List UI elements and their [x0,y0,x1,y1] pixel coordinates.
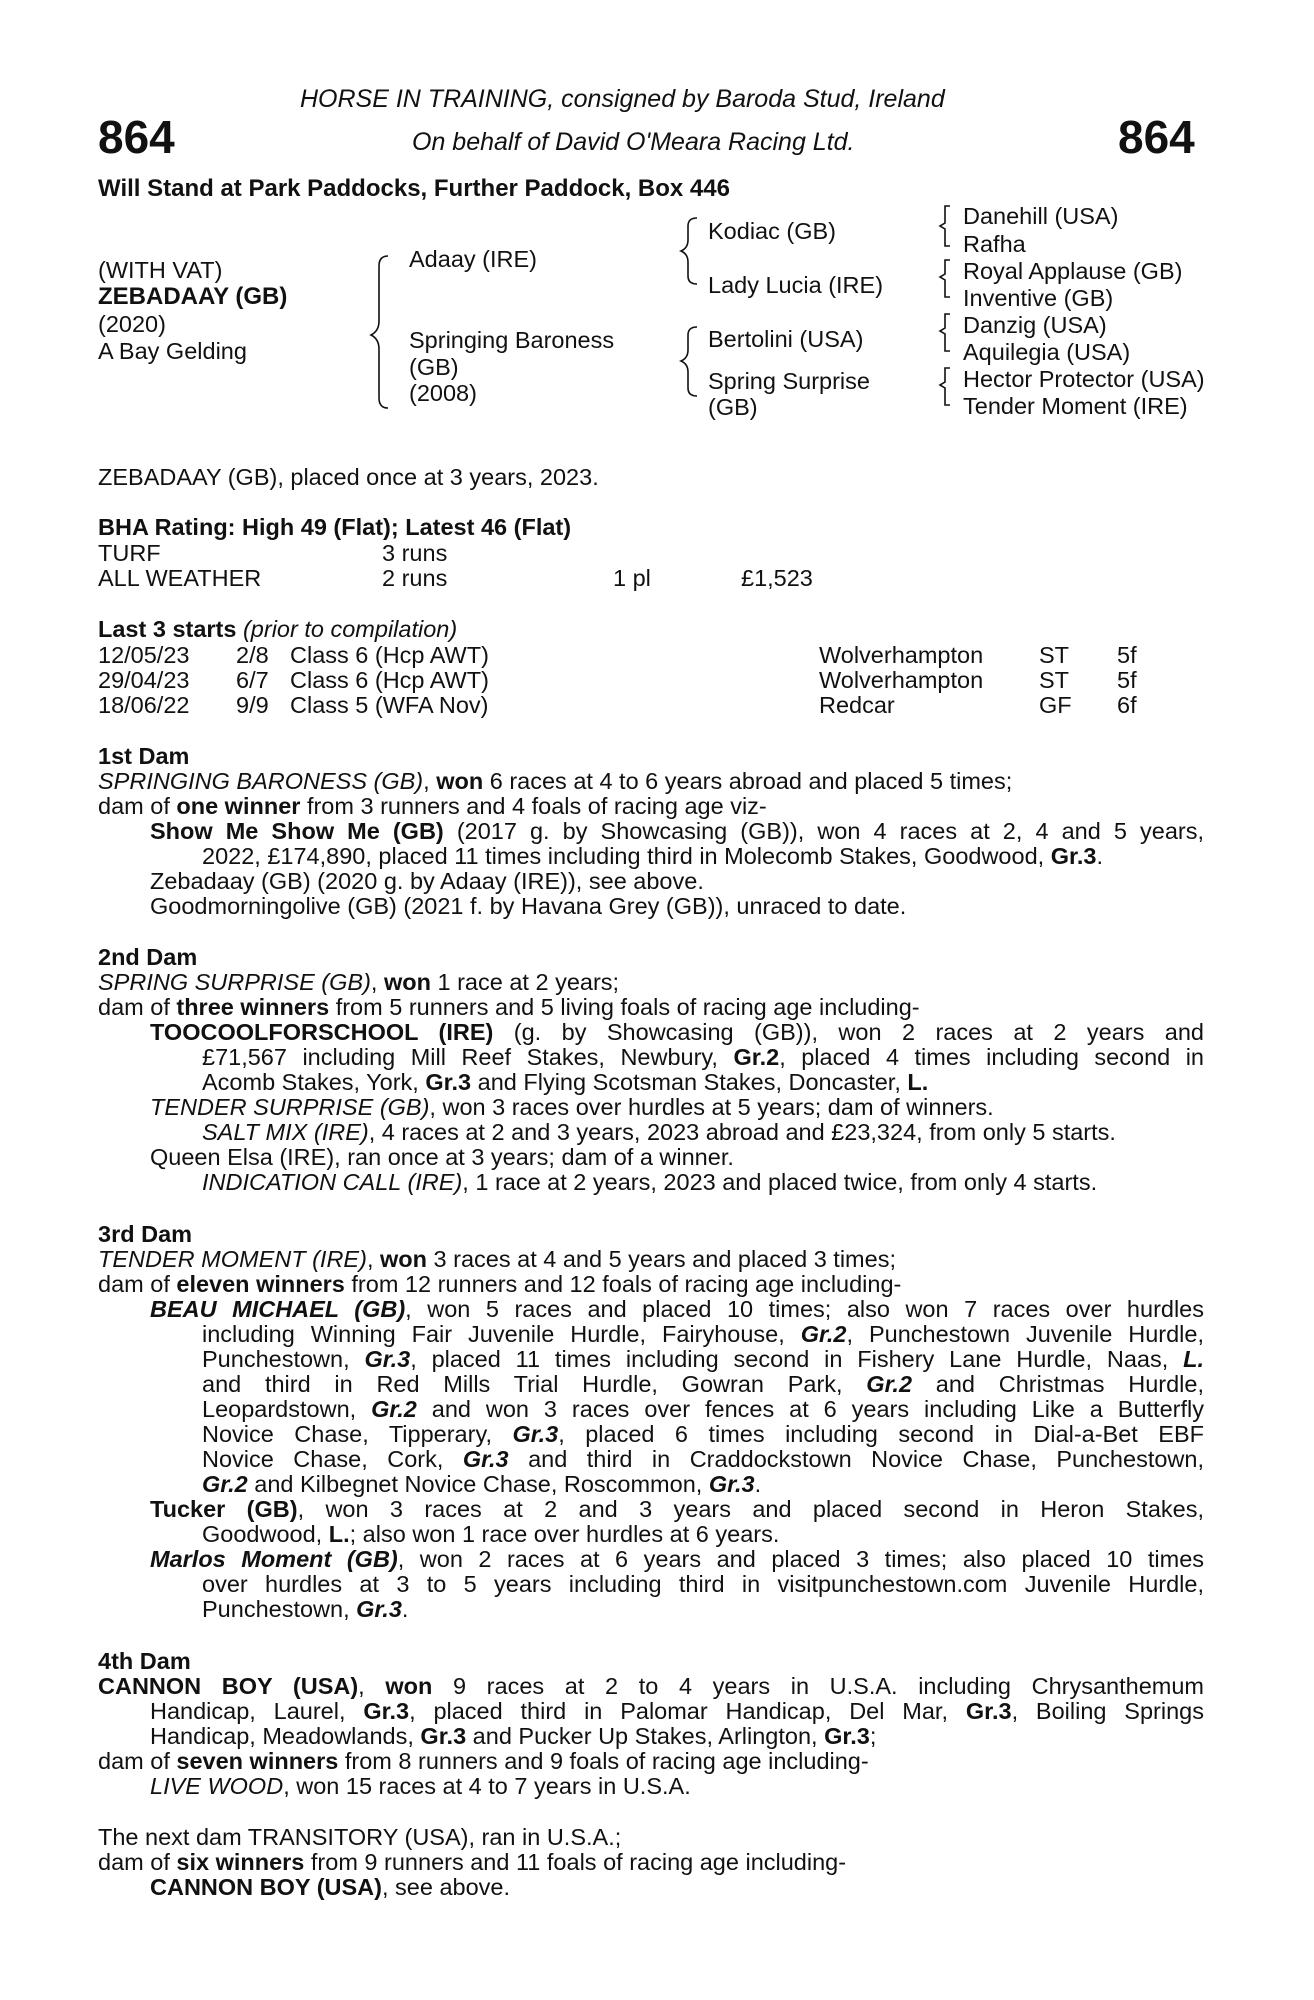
bracket-g3-1 [940,206,950,246]
fourth-dam-heading: 4th Dam [98,1648,191,1674]
produce-entry: TOOCOOLFORSCHOOL (IRE) (g. by Showcasing (GB)), won 2 races at 2 years and [150,1019,1204,1045]
start-distance: 5f [1117,642,1137,668]
third-dam-heading: 3rd Dam [98,1221,193,1247]
produce-entry: Show Me Show Me (GB) (2017 g. by Showcasing (GB)), won 4 races at 2, 4 and 5 years, [150,818,1204,844]
produce-entry-cont: 2022, £174,890, placed 11 times including third in Molecomb Stakes, Goodwood, Gr.3. [202,843,1103,869]
gen3-2: Rafha [963,231,1026,257]
start-date: 29/04/23 [98,667,190,693]
first-dam-line: dam of one winner from 3 runners and 4 foals of racing age viz- [98,793,767,819]
start-race: Class 6 (Hcp AWT) [290,642,489,668]
gen3-6: Aquilegia (USA) [963,339,1131,365]
produce-entry: Goodmorningolive (GB) (2021 f. by Havana Grey (GB)), unraced to date. [150,893,907,919]
gen3-1: Danehill (USA) [963,203,1119,229]
aw-placed: 1 pl [613,565,651,591]
bracket-sire [681,218,697,284]
on-behalf-line: On behalf of David O'Meara Racing Ltd. [412,128,855,156]
produce-entry-cont: Goodwood, L.; also won 1 race over hurdles at 6 years. [202,1521,780,1547]
bracket-g3-4 [940,368,950,405]
lot-number-right: 864 [1118,111,1195,163]
dam-dam-line2: (GB) [708,394,758,420]
gen3-4: Inventive (GB) [963,285,1114,311]
produce-entry: Tucker (GB), won 3 races at 2 and 3 years and placed second in Heron Stakes, [150,1496,1204,1522]
turf-label: TURF [98,540,161,566]
next-dam-line: dam of six winners from 9 runners and 11 foals of racing age including- [98,1849,847,1875]
location-line: Will Stand at Park Paddocks, Further Paddock, Box 446 [98,175,730,202]
produce-entry: Zebadaay (GB) (2020 g. by Adaay (IRE)), see above. [150,868,704,894]
fourth-dam-line: dam of seven winners from 8 runners and 9 foals of racing age including- [98,1748,869,1774]
fourth-dam-line-cont: Handicap, Meadowlands, Gr.3 and Pucker Up Stakes, Arlington, Gr.3; [150,1723,877,1749]
gen3-5: Danzig (USA) [963,312,1107,338]
horse-name: ZEBADAAY (GB) [98,283,288,310]
gen3-7: Hector Protector (USA) [963,366,1205,392]
produce-entry-cont: £71,567 including Mill Reef Stakes, Newbury, Gr.2, placed 4 times including second in [202,1044,1204,1070]
produce-entry: BEAU MICHAEL (GB), won 5 races and placed 10 times; also won 7 races over hurdles [150,1296,1204,1322]
aw-label: ALL WEATHER [98,565,262,591]
produce-entry: Marlos Moment (GB), won 2 races at 6 years and placed 3 times; also placed 10 times [150,1546,1205,1572]
aw-prize: £1,523 [741,565,813,591]
start-race: Class 5 (WFA Nov) [290,692,489,718]
start-position: 6/7 [236,667,269,693]
gen3-3: Royal Applause (GB) [963,258,1183,284]
second-dam-heading: 2nd Dam [98,944,198,970]
start-going: ST [1039,642,1070,668]
lot-number-left: 864 [98,111,175,163]
foaling-year: (2020) [98,311,166,337]
third-dam-line: dam of eleven winners from 12 runners and 12 foals of racing age including- [98,1271,902,1297]
sire-name: Adaay (IRE) [409,246,537,272]
produce-entry-sub: SALT MIX (IRE), 4 races at 2 and 3 years, 2023 abroad and £23,324, from only 5 starts. [202,1119,1116,1145]
produce-entry: Queen Elsa (IRE), ran once at 3 years; dam of a winner. [150,1144,734,1170]
horse-description: A Bay Gelding [98,338,247,364]
produce-entry: CANNON BOY (USA), see above. [150,1874,511,1900]
next-dam-line: The next dam TRANSITORY (USA), ran in U.S.A.; [98,1824,622,1850]
bracket-dam [681,327,697,396]
produce-entry: LIVE WOOD, won 15 races at 4 to 7 years in U.S.A. [150,1773,691,1799]
first-dam-heading: 1st Dam [98,743,190,769]
bracket-gen1 [371,256,388,408]
sire-sire: Kodiac (GB) [708,218,836,244]
start-date: 12/05/23 [98,642,190,668]
produce-entry-cont: including Winning Fair Juvenile Hurdle, Fairyhouse, Gr.2, Punchestown Juvenile Hurdle, [202,1321,1205,1347]
start-position: 9/9 [236,692,269,718]
second-dam-line: dam of three winners from 5 runners and 5 living foals of racing age including- [98,994,920,1020]
fourth-dam-line-cont: Handicap, Laurel, Gr.3, placed third in Palomar Handicap, Del Mar, Gr.3, Boiling Springs [150,1698,1204,1724]
dam-name-line1: Springing Baroness [409,327,615,353]
first-dam-line: SPRINGING BARONESS (GB), won 6 races at 4 to 6 years abroad and placed 5 times; [98,768,1013,794]
produce-entry-cont: Novice Chase, Tipperary, Gr.3, placed 6 times including second in Dial-a-Bet EBF [202,1421,1204,1447]
produce-entry-cont: Novice Chase, Cork, Gr.3 and third in Craddockstown Novice Chase, Punchestown, [202,1446,1204,1472]
last-starts-title: Last 3 starts [98,616,237,642]
produce-entry-cont: and third in Red Mills Trial Hurdle, Gowran Park, Gr.2 and Christmas Hurdle, [202,1371,1204,1397]
bha-rating: BHA Rating: High 49 (Flat); Latest 46 (Flat) [98,514,572,540]
fourth-dam-line: CANNON BOY (USA), won 9 races at 2 to 4 years in U.S.A. including Chrysanthemum [98,1673,1204,1699]
aw-runs: 2 runs [382,565,448,591]
start-course: Redcar [819,692,895,718]
produce-entry-cont: Punchestown, Gr.3, placed 11 times including second in Fishery Lane Hurdle, Naas, L. [202,1346,1204,1372]
bracket-g3-3 [940,314,950,351]
produce-entry-cont: Gr.2 and Kilbegnet Novice Chase, Roscommon, Gr.3. [202,1471,762,1497]
produce-entry-cont: Acomb Stakes, York, Gr.3 and Flying Scotsman Stakes, Doncaster, L. [202,1069,929,1095]
race-summary: ZEBADAAY (GB), placed once at 3 years, 2023. [98,464,599,490]
start-race: Class 6 (Hcp AWT) [290,667,489,693]
last-starts-note: (prior to compilation) [242,616,458,642]
produce-entry: TENDER SURPRISE (GB), won 3 races over hurdles at 5 years; dam of winners. [150,1094,994,1120]
start-going: ST [1039,667,1070,693]
last-starts-heading [98,617,457,643]
vat-note: (WITH VAT) [98,257,223,283]
dam-name-line3: (2008) [409,380,477,406]
sire-dam: Lady Lucia (IRE) [708,272,884,298]
gen3-8: Tender Moment (IRE) [963,393,1188,419]
produce-entry-cont: Leopardstown, Gr.2 and won 3 races over fences at 6 years including Like a Butterfly [202,1396,1204,1422]
produce-entry-cont: Punchestown, Gr.3. [202,1596,409,1622]
dam-name-line2: (GB) [409,354,459,380]
consignor-line: HORSE IN TRAINING, consigned by Baroda Stud, Ireland [300,85,945,113]
turf-runs: 3 runs [382,540,448,566]
start-date: 18/06/22 [98,692,190,718]
start-course: Wolverhampton [819,642,984,668]
bracket-g3-2 [940,260,950,297]
third-dam-line: TENDER MOMENT (IRE), won 3 races at 4 and 5 years and placed 3 times; [98,1246,896,1272]
start-course: Wolverhampton [819,667,984,693]
start-distance: 5f [1117,667,1137,693]
dam-sire: Bertolini (USA) [708,326,864,352]
start-distance: 6f [1117,692,1137,718]
start-position: 2/8 [236,642,269,668]
dam-dam-line1: Spring Surprise [708,368,870,394]
produce-entry-cont: over hurdles at 3 to 5 years including third in visitpunchestown.com Juvenile Hurdle, [202,1571,1204,1597]
start-going: GF [1039,692,1072,718]
produce-entry-sub: INDICATION CALL (IRE), 1 race at 2 years, 2023 and placed twice, from only 4 starts. [202,1169,1098,1195]
second-dam-line: SPRING SURPRISE (GB), won 1 race at 2 years; [98,969,620,995]
